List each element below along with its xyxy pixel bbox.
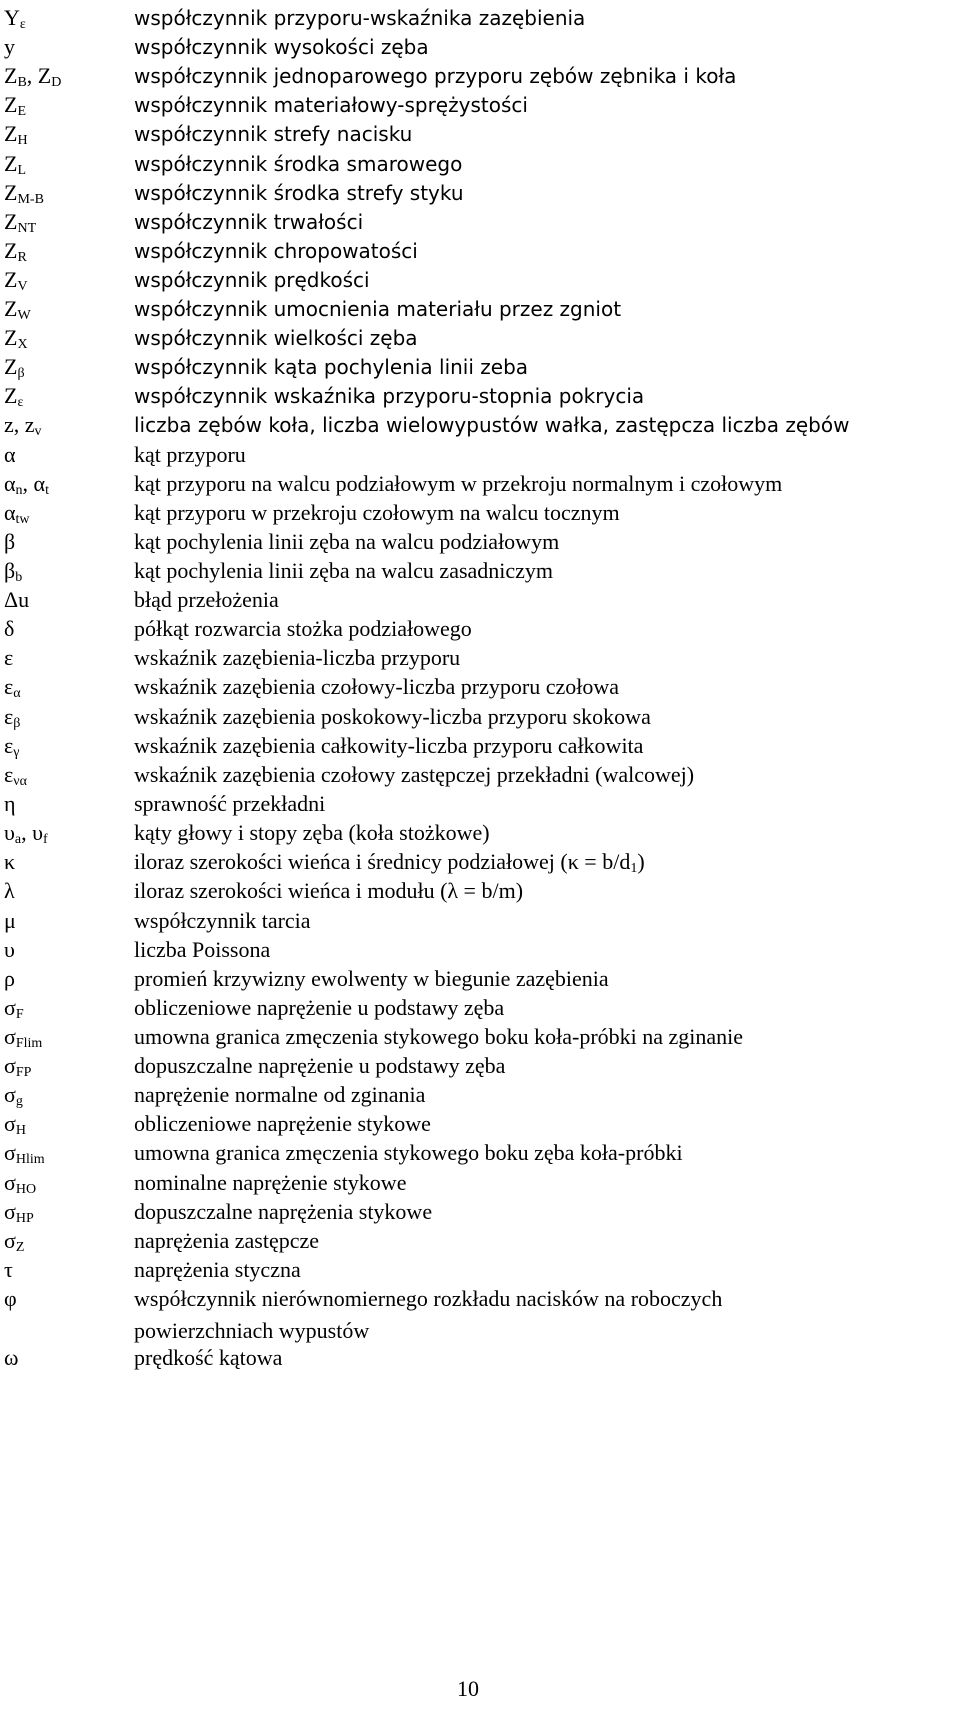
symbol-row (0, 441, 960, 471)
symbol (4, 237, 27, 265)
symbol-subscript: F (15, 1007, 24, 1022)
symbol-subscript: B (17, 75, 27, 90)
symbol (4, 295, 31, 323)
symbol-second-subscript: f (43, 832, 48, 847)
symbol-description (134, 208, 954, 236)
symbol-base: σ (4, 1140, 16, 1165)
symbol-subscript: g (15, 1094, 23, 1109)
symbol-second: , α (22, 471, 46, 496)
description-text: dopuszczalne naprężenie u podstawy zęba (134, 1053, 506, 1078)
symbol-description (134, 150, 954, 178)
symbol-row (0, 266, 960, 296)
description-text: półkąt rozwarcia stożka podziałowego (134, 616, 472, 641)
symbol (4, 441, 16, 469)
symbol (4, 1256, 13, 1284)
symbol-row (0, 673, 960, 703)
symbol (4, 819, 48, 847)
symbol-row (0, 877, 960, 907)
symbol-description (134, 761, 954, 789)
description-text: naprężenie normalne od zginania (134, 1082, 426, 1107)
symbol-description (134, 91, 954, 119)
symbol-base: ε (4, 733, 14, 758)
symbol (4, 1227, 24, 1255)
symbol-row (0, 557, 960, 587)
symbol-row (0, 1139, 960, 1169)
symbol-row (0, 91, 960, 121)
symbol-subscript: v (34, 424, 42, 439)
symbol-subscript: γ (13, 745, 20, 760)
description-text: umowna granica zmęczenia stykowego boku koła-próbki na zginanie (134, 1024, 744, 1049)
symbol-row (0, 353, 960, 383)
symbol-description (134, 499, 954, 527)
symbol-description (134, 644, 954, 672)
description-text: kąt pochylenia linii zęba na walcu podziałowym (134, 529, 560, 554)
symbol-base: β (4, 529, 16, 554)
symbol (4, 1081, 23, 1109)
symbol (4, 1285, 17, 1313)
symbol-row (0, 790, 960, 820)
symbol-description (134, 907, 954, 935)
symbol-row (0, 819, 960, 849)
description-text: umowna granica zmęczenia stykowego boku zęba koła-próbki (134, 1140, 683, 1165)
symbol-description (134, 1283, 854, 1347)
symbol-base: Δu (4, 587, 30, 612)
symbol-subscript: NT (17, 221, 37, 236)
symbol-base: Z (4, 354, 18, 379)
symbol-base: α (4, 471, 16, 496)
symbol-description (134, 353, 954, 381)
symbol (4, 120, 28, 148)
symbol-description (134, 703, 954, 731)
description-text: wskaźnik zazębienia poskokowy-liczba przyporu skokowa (134, 704, 651, 729)
description-text: nominalne naprężenie stykowe (134, 1170, 407, 1195)
symbol-base: μ (4, 908, 16, 933)
symbol-description (134, 1081, 954, 1109)
symbol-base: ω (4, 1345, 19, 1370)
symbol-row (0, 528, 960, 558)
symbol-base: σ (4, 1053, 16, 1078)
symbol-row (0, 208, 960, 238)
description-text: współczynnik wielkości zęba (134, 326, 418, 350)
symbol-description (134, 848, 954, 876)
symbol-description (134, 62, 954, 90)
description-text: błąd przełożenia (134, 587, 279, 612)
symbol (4, 761, 27, 789)
description-text-end: ) (637, 849, 645, 874)
symbol-description (134, 936, 954, 964)
symbol (4, 1052, 31, 1080)
symbol-description (134, 790, 954, 818)
symbol-row (0, 4, 960, 34)
symbol (4, 470, 49, 498)
symbol-row (0, 1227, 960, 1257)
symbol-row (0, 411, 960, 441)
symbol-description (134, 33, 954, 61)
symbol-base: υ (4, 937, 15, 962)
symbol (4, 586, 29, 614)
description-text: współczynnik nierównomiernego rozkładu nacisków na roboczych powierzchniach wypustów (134, 1286, 723, 1343)
symbol (4, 907, 16, 935)
symbol-description (134, 470, 954, 498)
description-text: promień krzywizny ewolwenty w biegunie zazębienia (134, 966, 609, 991)
description-subscript: 1 (630, 861, 638, 876)
symbol-base: σ (4, 1170, 16, 1195)
symbol-description (134, 120, 954, 148)
symbol-base: η (4, 791, 16, 816)
symbol (4, 91, 26, 119)
symbol-subscript: a (14, 832, 22, 847)
symbol (4, 615, 14, 643)
symbol-base: σ (4, 1228, 16, 1253)
symbol-subscript: M-B (17, 192, 44, 207)
symbol-row (0, 324, 960, 354)
symbol (4, 33, 15, 61)
symbol-base: Y (4, 5, 20, 30)
symbol-row (0, 615, 960, 645)
symbol-row (0, 965, 960, 995)
symbol-base: Z (4, 267, 18, 292)
symbol-subscript: W (17, 308, 31, 323)
symbol-description (134, 819, 954, 847)
symbol-second: , Z (26, 63, 52, 88)
description-text: kąty głowy i stopy zęba (koła stożkowe) (134, 820, 490, 845)
symbol (4, 673, 21, 701)
symbol-row (0, 1344, 960, 1374)
symbol-description (134, 1169, 954, 1197)
symbol-subscript: R (17, 250, 27, 265)
symbol-subscript: L (17, 163, 27, 178)
description-text: współczynnik chropowatości (134, 239, 418, 263)
symbol-base: φ (4, 1286, 17, 1311)
symbol-row (0, 586, 960, 616)
symbol-description (134, 237, 954, 265)
symbol (4, 732, 19, 760)
symbol-description (134, 528, 954, 556)
symbol (4, 324, 28, 352)
description-text: naprężenia styczna (134, 1257, 301, 1282)
symbol (4, 557, 22, 585)
symbol-base: σ (4, 1111, 16, 1136)
symbol-description (134, 179, 954, 207)
symbol-base: κ (4, 849, 16, 874)
symbol (4, 994, 24, 1022)
symbol (4, 528, 15, 556)
description-text: współczynnik przyporu-wskaźnika zazębienia (134, 6, 586, 30)
symbol (4, 1344, 18, 1372)
symbol-row (0, 761, 960, 791)
symbol-subscript: n (15, 483, 23, 498)
description-text: współczynnik jednoparowego przyporu zębów zębnika i koła (134, 64, 737, 88)
symbol-subscript: α (13, 686, 21, 701)
description-text: obliczeniowe naprężenie stykowe (134, 1111, 431, 1136)
symbol-row (0, 703, 960, 733)
symbol-base: λ (4, 878, 15, 903)
symbol-description (134, 4, 954, 32)
symbol (4, 936, 15, 964)
symbol-description (134, 615, 954, 643)
symbol-subscript: ε (19, 17, 26, 32)
symbol-base: σ (4, 1024, 16, 1049)
symbol-description (134, 324, 954, 352)
symbol-subscript: b (15, 570, 23, 585)
symbol-base: y (4, 34, 15, 59)
symbol (4, 848, 15, 876)
description-text: liczba Poissona (134, 937, 271, 962)
symbol-subscript: Z (15, 1240, 25, 1255)
symbol-row (0, 1169, 960, 1199)
symbol-row (0, 1081, 960, 1111)
symbol-subscript: Hlim (15, 1152, 45, 1167)
symbol-subscript: H (15, 1123, 26, 1138)
description-text: współczynnik kąta pochylenia linii zeba (134, 355, 529, 379)
symbol (4, 1110, 26, 1138)
symbol-base: ρ (4, 966, 15, 991)
symbol-subscript: X (17, 337, 28, 352)
symbol-base: α (4, 442, 16, 467)
symbol (4, 62, 61, 90)
description-text: współczynnik strefy nacisku (134, 122, 413, 146)
symbol (4, 266, 28, 294)
symbol-description (134, 266, 954, 294)
description-text: naprężenia zastępcze (134, 1228, 320, 1253)
symbol-description (134, 1139, 954, 1167)
symbol (4, 499, 30, 527)
symbol-description (134, 1344, 954, 1372)
symbol-base: ε (4, 674, 14, 699)
description-text: współczynnik środka smarowego (134, 152, 463, 176)
description-text: współczynnik środka strefy styku (134, 181, 464, 205)
symbol-row (0, 382, 960, 412)
symbol-description (134, 586, 954, 614)
symbol-base: Z (4, 325, 18, 350)
description-text: kąt przyporu (134, 442, 246, 467)
symbol (4, 1198, 34, 1226)
symbol-row (0, 499, 960, 529)
symbol-row (0, 62, 960, 92)
symbol-description (134, 382, 954, 410)
symbol-subscript: tw (15, 512, 30, 527)
symbol-subscript: β (13, 716, 21, 731)
symbol-description (134, 295, 954, 323)
symbol-description (134, 877, 954, 905)
description-text: współczynnik prędkości (134, 268, 370, 292)
symbol-subscript: V (17, 279, 28, 294)
description-text: wskaźnik zazębienia czołowy-liczba przyporu czołowa (134, 674, 619, 699)
symbol-row (0, 644, 960, 674)
symbol-base: Z (4, 151, 18, 176)
description-text: współczynnik umocnienia materiału przez zgniot (134, 297, 622, 321)
description-text: współczynnik trwałości (134, 210, 364, 234)
description-text: obliczeniowe naprężenie u podstawy zęba (134, 995, 505, 1020)
symbol (4, 353, 25, 381)
symbol-subscript: β (17, 366, 25, 381)
symbol (4, 179, 44, 207)
symbol-base: Z (4, 238, 18, 263)
symbol-row (0, 936, 960, 966)
symbol-row (0, 732, 960, 762)
symbol (4, 790, 16, 818)
description-text: wskaźnik zazębienia całkowity-liczba przyporu całkowita (134, 733, 644, 758)
symbol-base: β (4, 558, 16, 583)
symbol-row (0, 470, 960, 500)
description-text: współczynnik tarcia (134, 908, 311, 933)
description-text: dopuszczalne naprężenia stykowe (134, 1199, 433, 1224)
symbol-second-subscript: t (45, 483, 49, 498)
symbol-second-subscript: D (51, 75, 62, 90)
symbol-base: Z (4, 63, 18, 88)
symbol-base: Z (4, 383, 18, 408)
description-text: współczynnik materiałowy-sprężystości (134, 93, 528, 117)
symbol-row (0, 33, 960, 63)
symbol-description (134, 1227, 954, 1255)
symbol-subscript: FP (15, 1065, 32, 1080)
description-text: iloraz szerokości wieńca i średnicy podziałowej (κ = b/d (134, 849, 631, 874)
symbol-second: , υ (21, 820, 44, 845)
symbol (4, 1023, 42, 1051)
description-text: iloraz szerokości wieńca i modułu (λ = b/m) (134, 878, 524, 903)
description-text: liczba zębów koła, liczba wielowypustów wałka, zastępcza liczba zębów (134, 413, 850, 437)
symbol-base: z, z (4, 412, 35, 437)
symbol-description (134, 411, 954, 439)
symbol-description (134, 1110, 954, 1138)
symbol-description (134, 994, 954, 1022)
symbol-subscript: Flim (15, 1036, 43, 1051)
symbol-description (134, 732, 954, 760)
symbol-base: ε (4, 704, 14, 729)
symbol-base: Z (4, 92, 18, 117)
symbol (4, 382, 23, 410)
symbol-description (134, 1256, 954, 1284)
symbol (4, 208, 36, 236)
symbol-base: α (4, 500, 16, 525)
symbol-base: ε (4, 762, 14, 787)
symbol-row (0, 1023, 960, 1053)
symbol-row (0, 1256, 960, 1286)
symbol-row (0, 907, 960, 937)
symbol-row (0, 295, 960, 325)
symbol-description (134, 673, 954, 701)
symbol-base: τ (4, 1257, 13, 1282)
symbol-description (134, 1052, 954, 1080)
symbol-base: σ (4, 995, 16, 1020)
symbol-base: δ (4, 616, 15, 641)
symbol (4, 1169, 36, 1197)
description-text: prędkość kątowa (134, 1345, 283, 1370)
symbol-base: Z (4, 209, 18, 234)
symbol-base: ε (4, 645, 14, 670)
symbol-row (0, 1052, 960, 1082)
symbol-subscript: να (13, 774, 27, 789)
symbol-base: σ (4, 1082, 16, 1107)
symbol-row (0, 1285, 960, 1343)
symbol (4, 644, 13, 672)
description-text: kąt przyporu w przekroju czołowym na walcu tocznym (134, 500, 620, 525)
symbol-subscript: ε (17, 395, 24, 410)
symbol-subscript: E (17, 104, 27, 119)
description-text: kąt przyporu na walcu podziałowym w przekroju normalnym i czołowym (134, 471, 783, 496)
symbol-base: Z (4, 180, 18, 205)
symbol-description (134, 557, 954, 585)
description-text: współczynnik wysokości zęba (134, 35, 429, 59)
symbol-subscript: H (17, 133, 28, 148)
symbol (4, 4, 26, 32)
symbol-base: υ (4, 820, 15, 845)
symbol-description (134, 965, 954, 993)
description-text: współczynnik wskaźnika przyporu-stopnia pokrycia (134, 384, 645, 408)
symbol-row (0, 1198, 960, 1228)
symbol-row (0, 120, 960, 150)
symbol-subscript: HP (15, 1211, 34, 1226)
symbol-base: Z (4, 121, 18, 146)
description-text: kąt pochylenia linii zęba na walcu zasadniczym (134, 558, 554, 583)
symbol-row (0, 150, 960, 180)
symbol (4, 965, 15, 993)
symbol-row (0, 179, 960, 209)
description-text: sprawność przekładni (134, 791, 326, 816)
symbol-description (134, 1023, 954, 1051)
symbol (4, 411, 42, 439)
symbol-row (0, 237, 960, 267)
symbol-subscript: HO (15, 1182, 37, 1197)
symbol-row (0, 848, 960, 878)
description-text: wskaźnik zazębienia-liczba przyporu (134, 645, 461, 670)
symbol (4, 1139, 45, 1167)
symbol (4, 877, 15, 905)
symbol (4, 150, 26, 178)
symbol (4, 703, 20, 731)
symbol-base: Z (4, 296, 18, 321)
symbol-description (134, 441, 954, 469)
symbol-base: σ (4, 1199, 16, 1224)
page-number: 10 (457, 1676, 479, 1701)
symbol-description (134, 1198, 954, 1226)
symbol-row (0, 1110, 960, 1140)
description-text: wskaźnik zazębienia czołowy zastępczej przekładni (walcowej) (134, 762, 695, 787)
symbol-row (0, 994, 960, 1024)
